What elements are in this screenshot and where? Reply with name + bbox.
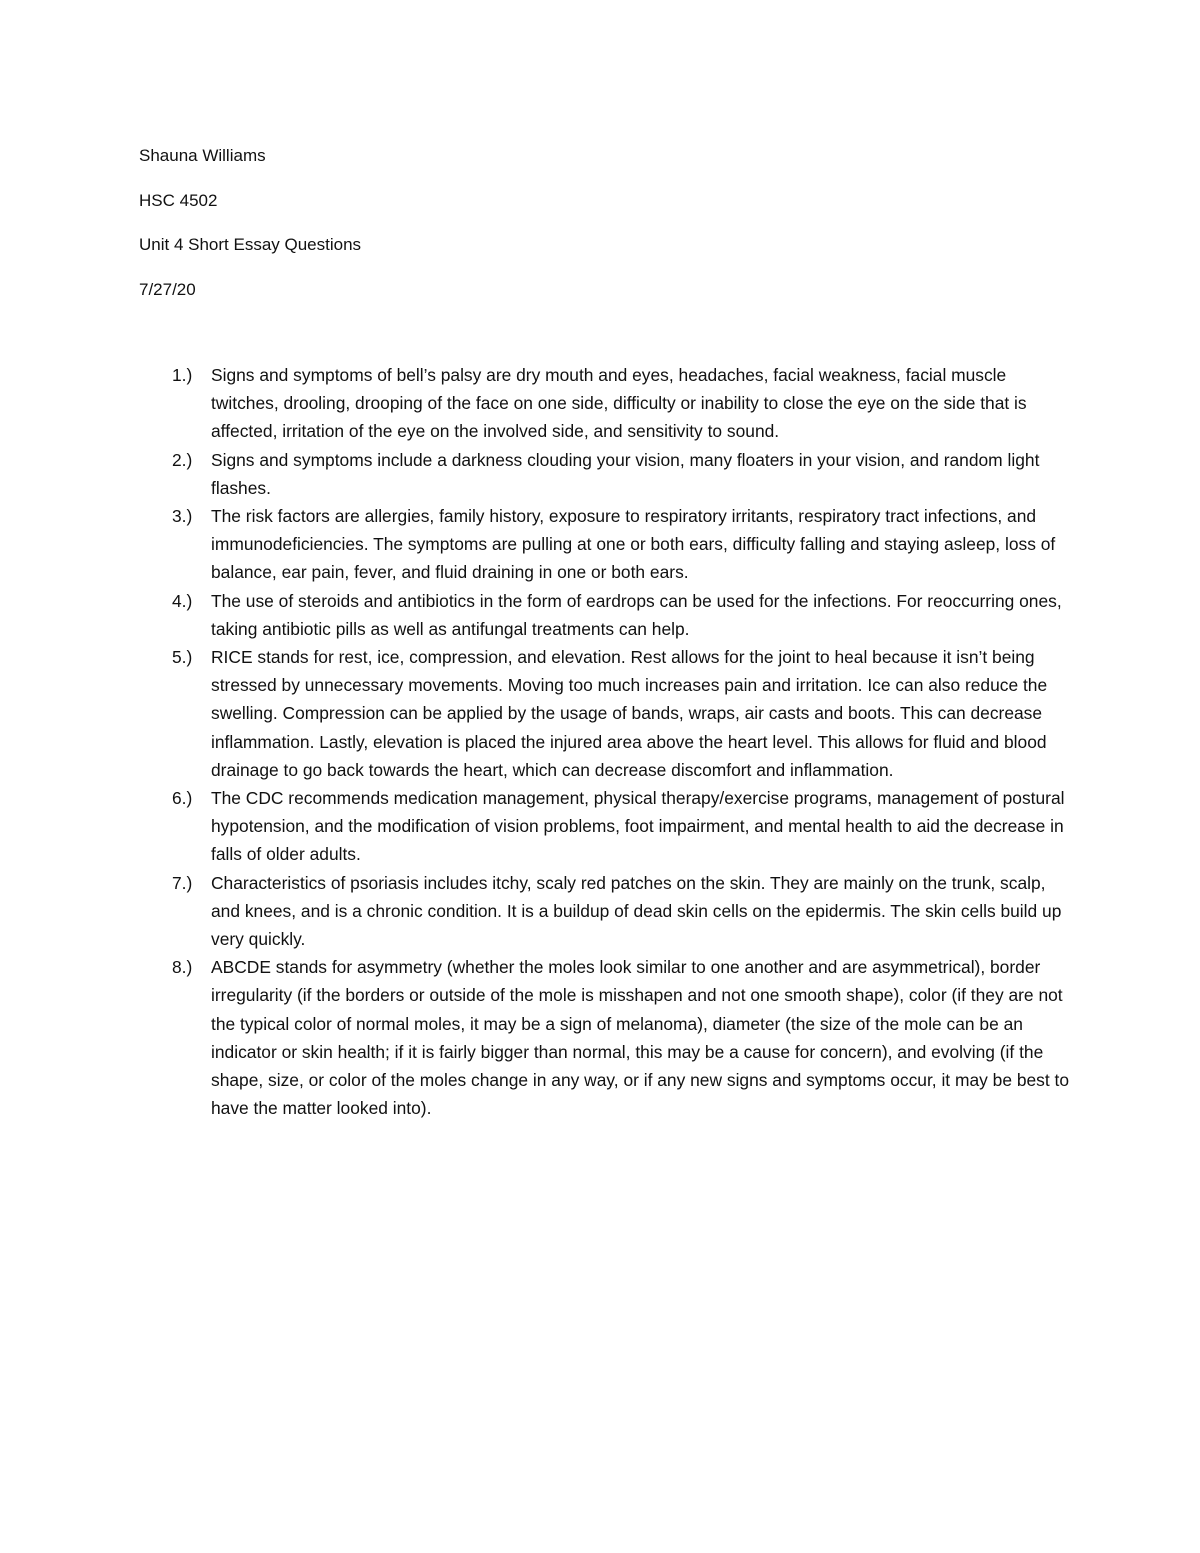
answer-number: 6.) xyxy=(172,788,193,809)
answer-number: 7.) xyxy=(172,872,193,893)
answer-item xyxy=(0,953,1071,1122)
author-name: Shauna Williams xyxy=(139,146,266,165)
answer-item xyxy=(0,869,1071,954)
answer-number: 8.) xyxy=(172,957,193,978)
course-code: HSC 4502 xyxy=(139,190,218,210)
answer-number: 2.) xyxy=(172,449,193,470)
answer-text: ABCDE stands for asymmetry (whether the moles look similar to one another and are asymmetrical), border irregularity (if the borders or outside of the mole is misshapen and not one smooth shape), color (if they are not the typical color of normal moles, it may be a sign of melanoma), diameter (the size of the mole can be an indicator or skin health; if it is fairly bigger than normal, this may be a cause for concern), and evolving (if the shape, size, or color of the moles change in any way, or if any new signs and symptoms occur, it may be best to have the matter looked into). xyxy=(211,957,1070,1119)
answer-number: 4.) xyxy=(172,590,193,611)
answer-item xyxy=(0,643,1071,784)
answer-item xyxy=(0,502,1071,587)
assignment-title: Unit 4 Short Essay Questions xyxy=(139,235,362,254)
answer-number: 3.) xyxy=(172,506,193,527)
answer-item xyxy=(0,361,1071,446)
answer-item xyxy=(0,446,1071,502)
document-date: 7/27/20 xyxy=(139,279,196,299)
answer-list xyxy=(0,361,1200,1122)
answer-number: 1.) xyxy=(172,365,193,385)
answer-text: The risk factors are allergies, family history, exposure to respiratory irritants, respiratory tract infections, and immunodeficiencies. The symptoms are pulling at one or both ears, difficulty falling and staying asleep, loss of balance, ear pain, fever, and fluid draining in one or both ears. xyxy=(211,506,1056,583)
answer-text: RICE stands for rest, ice, compression, and elevation. Rest allows for the joint to heal because it isn’t being stressed by unnecessary movements. Moving too much increases pain and irritation. Ice can also reduce the swelling. Compression can be applied by the usage of bands, wraps, air casts and boots. This can decrease inflammation. Lastly, elevation is placed the injured area above the heart level. This allows for fluid and blood drainage to go back towards the heart, which can decrease discomfort and inflammation. xyxy=(211,647,1048,780)
answer-item xyxy=(0,587,1071,643)
answer-text: The CDC recommends medication management, physical therapy/exercise programs, management of postural hypotension, and the modification of vision problems, foot impairment, and mental health to aid the decrease in falls of older adults. xyxy=(211,788,1065,865)
answer-item xyxy=(0,784,1071,869)
document-header xyxy=(139,142,1059,320)
answer-text: Characteristics of psoriasis includes itchy, scaly red patches on the skin. They are mainly on the trunk, scalp, and knees, and is a chronic condition. It is a buildup of dead skin cells on the epidermis. The skin cells build up very quickly. xyxy=(211,872,1062,950)
answer-text: The use of steroids and antibiotics in the form of eardrops can be used for the infections. For reoccurring ones, taking antibiotic pills as well as antifungal treatments can help. xyxy=(211,590,1062,639)
answer-text: Signs and symptoms include a darkness clouding your vision, many floaters in your vision, and random light flashes. xyxy=(211,449,1040,498)
answer-number: 5.) xyxy=(172,647,193,668)
answer-text: Signs and symptoms of bell’s palsy are dry mouth and eyes, headaches, facial weakness, facial muscle twitches, drooling, drooping of the face on one side, difficulty or inability to close the eye on the side that is affected, irritation of the eye on the involved side, and sensitivity to sound. xyxy=(211,365,1027,442)
